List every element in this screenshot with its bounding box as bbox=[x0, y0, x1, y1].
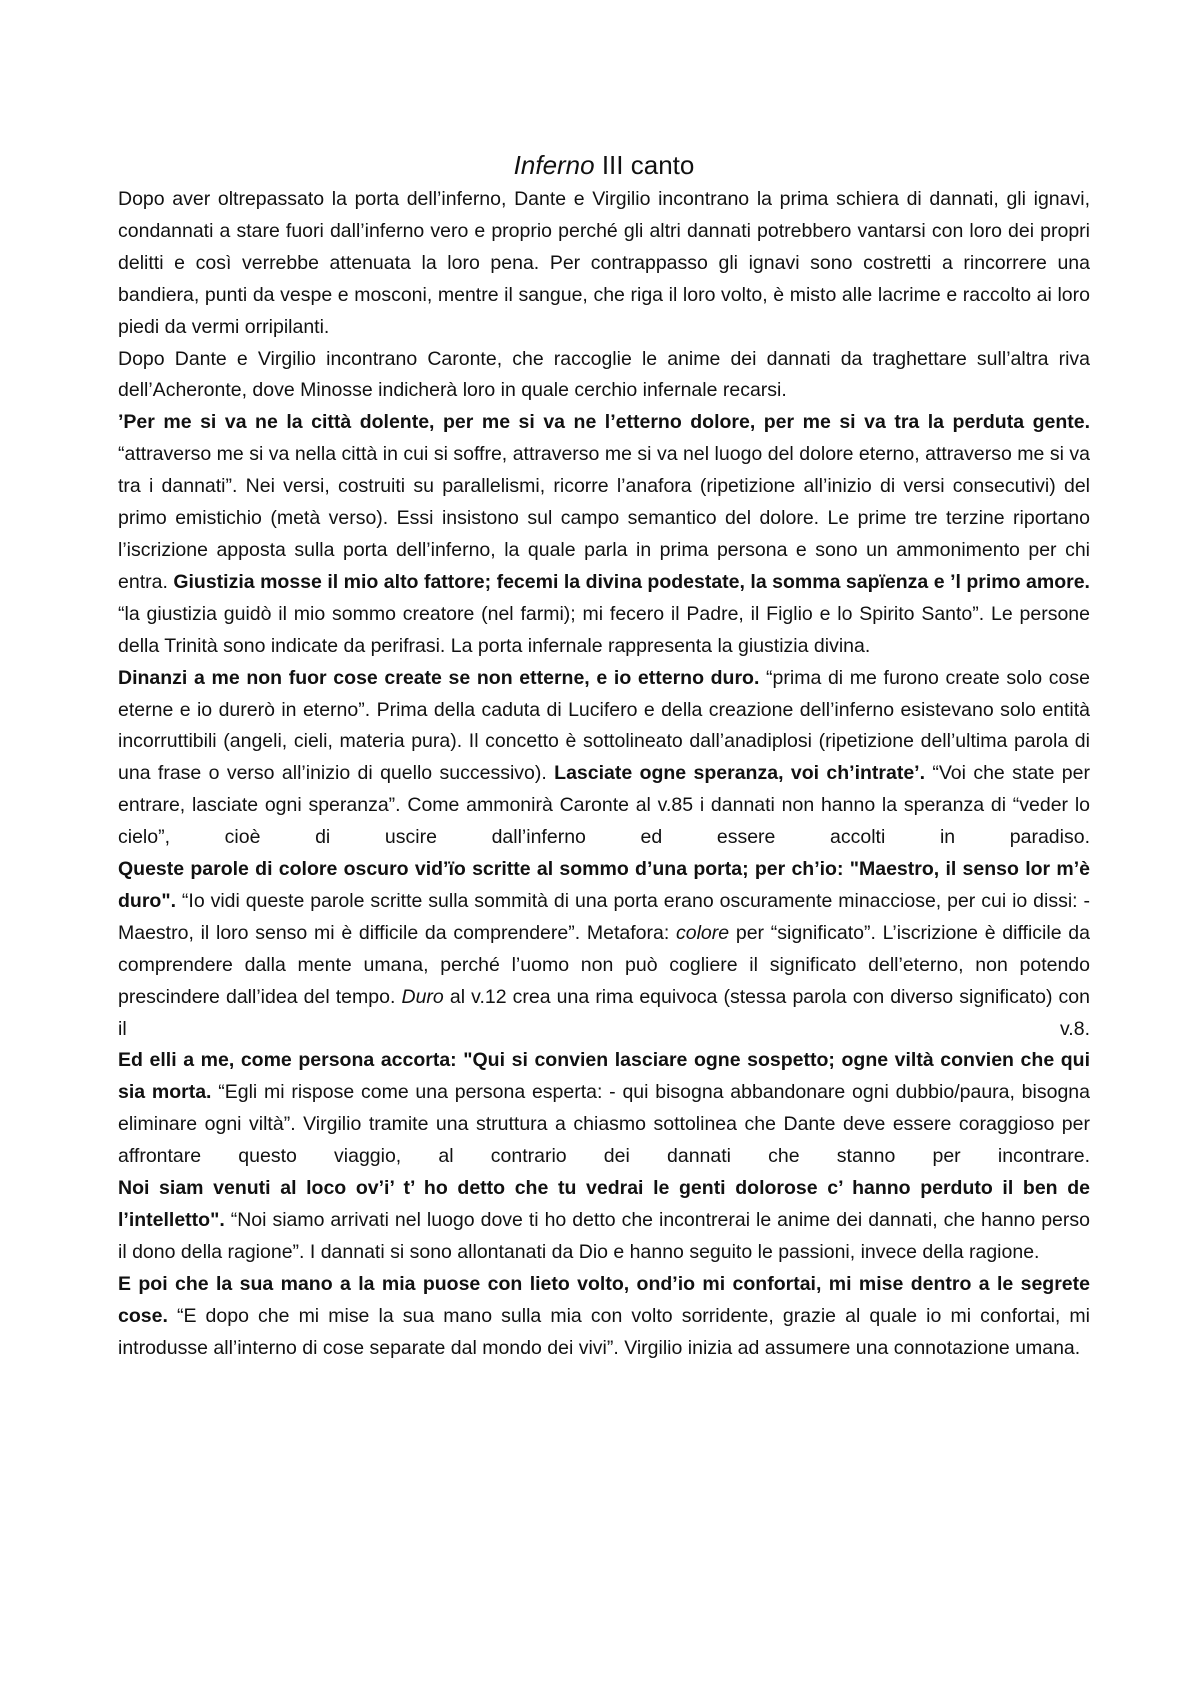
document-title bbox=[118, 146, 1090, 184]
text-run: “attraverso me si va nella città in cui si soffre, attraverso me si va nel luogo del dolore eterno, attraverso me si va tra i dannati”. Nei versi, costruiti su parallelismi, ricorre l’anafora (ripetizione all’inizio di versi consecutivi) del primo emistichio (metà verso). Essi insistono sul campo semantico del dolore. Le prime tre terzine riportano l’iscrizione apposta sulla porta dell’inferno, la quale parla in prima persona e sono un ammonimento per chi entra. bbox=[118, 443, 1090, 593]
paragraph bbox=[118, 1269, 1090, 1365]
bold-quote: Giustizia mosse il mio alto fattore; fecemi la divina podestate, la somma sapïenza e ’l primo amore. bbox=[173, 570, 1090, 593]
text-run: “prima di me furono create solo cose eterne e io durerò in eterno”. Prima della caduta di Lucifero e della creazione dell’inferno esistevano solo entità incorruttibili (angeli, cieli, materia pura). Il concetto è sottolineato dall’anadiplosi (ripetizione dell’ultima parola di una frase o verso all’inizio di quello successivo). bbox=[118, 666, 1090, 785]
title-italic: Inferno bbox=[513, 150, 595, 180]
text-run: “Io vidi queste parole scritte sulla sommità di una porta erano oscuramente minacciose, per cui io dissi: -Maestro, il loro senso mi è difficile da comprendere”. Metafora: bbox=[118, 889, 1090, 944]
title-rest: III canto bbox=[594, 150, 695, 180]
text-run: Dopo aver oltrepassato la porta dell’inferno, Dante e Virgilio incontrano la prima schiera di dannati, gli ignavi, condannati a stare fuori dall’inferno vero e proprio perché gli altri dannati potrebbero vantarsi con loro dei propri delitti e così verrebbe attenuata la loro pena. Per contrappasso gli ignavi sono costretti a rincorrere una bandiera, punti da vespe e mosconi, mentre il sangue, che riga il loro volto, è misto alle lacrime e raccolto ai loro piedi da vermi orripilanti. bbox=[118, 188, 1090, 338]
paragraph bbox=[118, 344, 1090, 408]
bold-quote: Lasciate ogne speranza, voi ch’intrate’. bbox=[554, 762, 925, 785]
text-run: al v.12 crea una rima equivoca (stessa parola con diverso significato) con il v.8. bbox=[118, 985, 1090, 1040]
text-run: “la giustizia guidò il mio sommo creatore (nel farmi); mi fecero il Padre, il Figlio e lo Spirito Santo”. Le persone della Trinità sono indicate da perifrasi. La porta infernale rappresenta la giustizia divina. bbox=[118, 602, 1090, 657]
bold-quote: ’Per me si va ne la città dolente, per me si va ne l’etterno dolore, per me si va tra la perduta gente. bbox=[118, 411, 1090, 434]
text-run: per “significato”. L’iscrizione è difficile da comprendere dalla mente umana, perché l’uomo non può cogliere il significato dell’eterno, non potendo prescindere dall’idea del tempo. bbox=[118, 921, 1090, 1008]
document-body bbox=[118, 184, 1090, 1365]
paragraph bbox=[118, 1045, 1090, 1173]
bold-quote: Queste parole di colore oscuro vid’ïo scritte al sommo d’una porta; per ch’io: "Maestro, il senso lor m’è duro". bbox=[118, 858, 1090, 912]
text-run: “Egli mi rispose come una persona esperta: - qui bisogna abbandonare ogni dubbio/paura, bisogna eliminare ogni viltà”. Virgilio tramite una struttura a chiasmo sottolinea che Dante deve essere coraggioso per affrontare questo viaggio, al contrario dei dannati che stanno per incontrare. bbox=[118, 1081, 1090, 1168]
italic-term: colore bbox=[675, 921, 730, 944]
bold-quote: E poi che la sua mano a la mia puose con lieto volto, ond’io mi confortai, mi mise dentro a le segrete cose. bbox=[118, 1272, 1090, 1327]
paragraph bbox=[118, 184, 1090, 344]
paragraph bbox=[118, 663, 1090, 854]
text-run: Dopo Dante e Virgilio incontrano Caronte, che raccoglie le anime dei dannati da traghettare sull’altra riva dell’Acheronte, dove Minosse indicherà loro in quale cerchio infernale recarsi. bbox=[118, 347, 1090, 402]
italic-term: Duro bbox=[401, 985, 444, 1008]
document-page bbox=[118, 146, 1090, 1365]
bold-quote: Noi siam venuti al loco ov’i’ t’ ho detto che tu vedrai le genti dolorose c’ hanno perduto il ben de l’intelletto". bbox=[118, 1177, 1090, 1231]
paragraph bbox=[118, 854, 1090, 1045]
bold-quote: Ed elli a me, come persona accorta: "Qui si convien lasciare ogne sospetto; ogne viltà convien che qui sia morta. bbox=[118, 1049, 1090, 1104]
text-run: “E dopo che mi mise la sua mano sulla mia con volto sorridente, grazie al quale io mi confortai, mi introdusse all’interno di cose separate dal mondo dei vivi”. Virgilio inizia ad assumere una connotazione umana. bbox=[118, 1304, 1090, 1359]
text-run: “Voi che state per entrare, lasciate ogni speranza”. Come ammonirà Caronte al v.85 i dannati non hanno la speranza di “veder lo cielo”, cioè di uscire dall’inferno ed essere accolti in paradiso. bbox=[118, 762, 1090, 849]
paragraph bbox=[118, 407, 1090, 662]
paragraph bbox=[118, 1173, 1090, 1269]
bold-quote: Dinanzi a me non fuor cose create se non etterne, e io etterno duro. bbox=[118, 666, 760, 689]
text-run: “Noi siamo arrivati nel luogo dove ti ho detto che incontrerai le anime dei dannati, che hanno perso il dono della ragione”. I dannati si sono allontanati da Dio e hanno seguito le passioni, invece della ragione. bbox=[118, 1209, 1090, 1263]
